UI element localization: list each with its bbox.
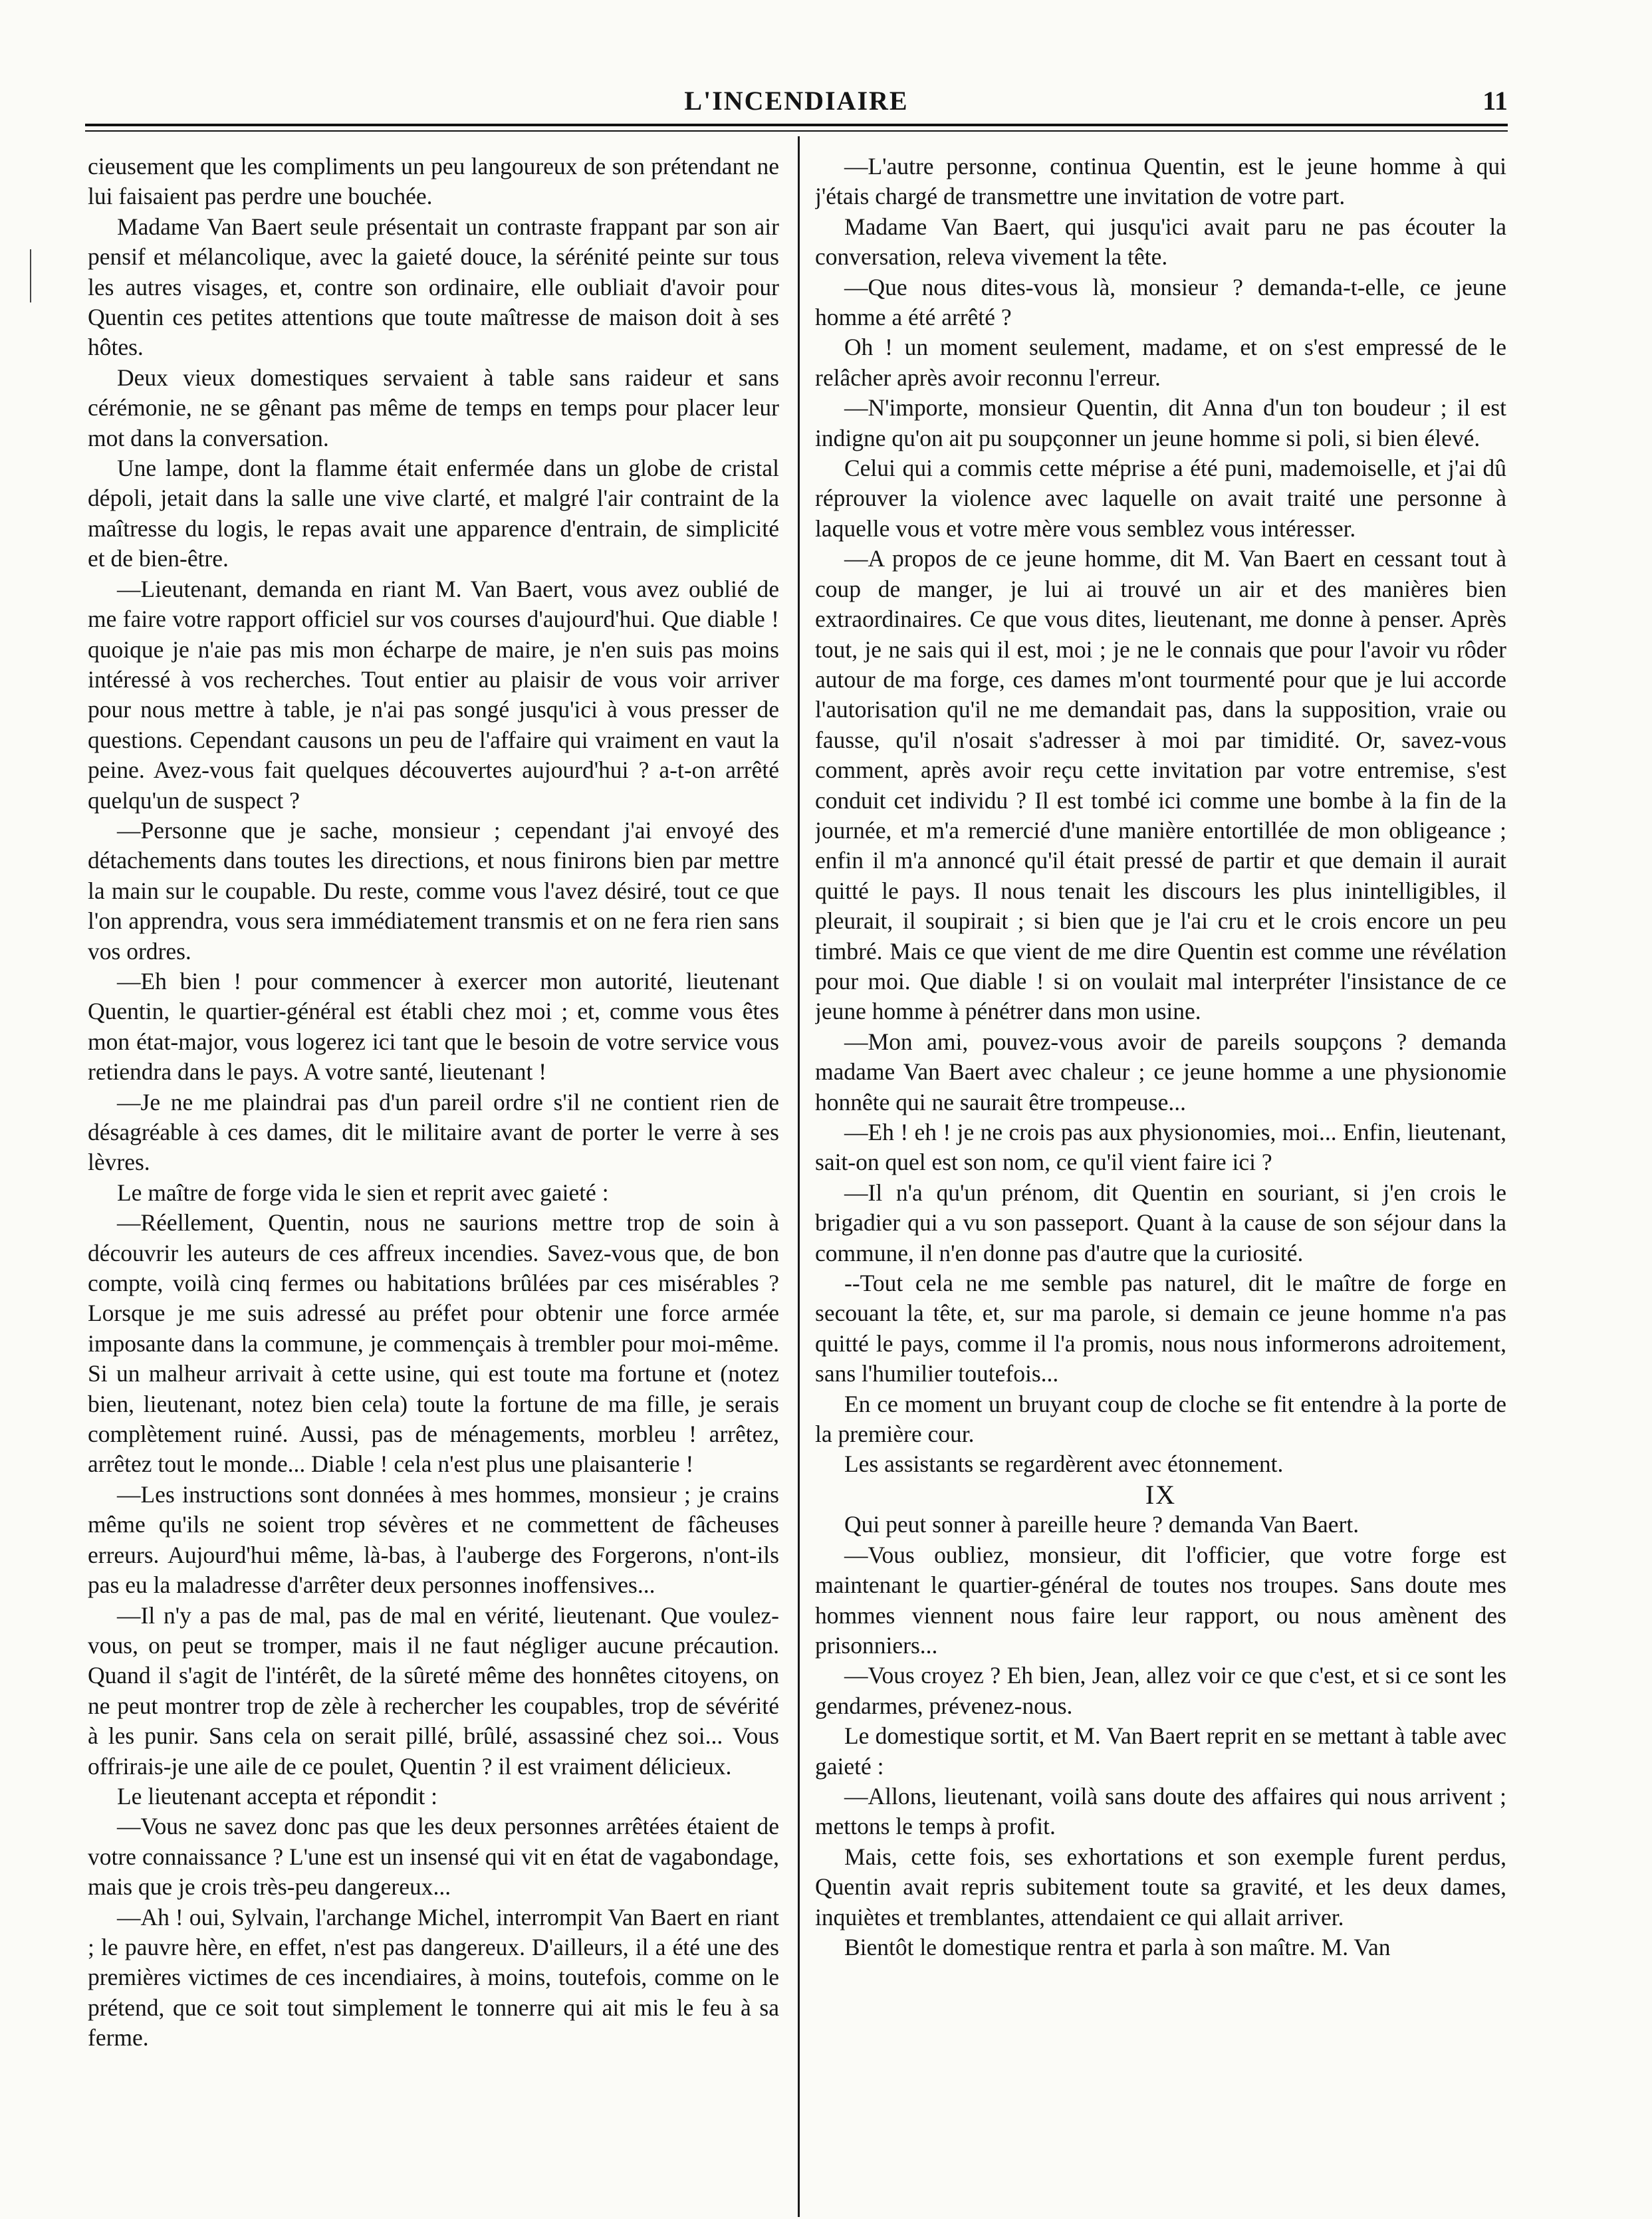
left-column xyxy=(88,152,779,2212)
paragraph: —Les instructions sont données à mes hommes, monsieur ; je crains même qu'ils ne soient trop sévères et ne commettent de fâcheuses erreurs. Aujourd'hui même, là-bas, à l'auberge des Forgerons, n'ont-ils pas eu la maladresse d'arrêter deux personnes inoffensives... xyxy=(88,1480,779,1599)
paragraph: —Allons, lieutenant, voilà sans doute des affaires qui nous arrivent ; mettons le temps à profit. xyxy=(815,1782,1506,1840)
paragraph: —A propos de ce jeune homme, dit M. Van Baert en cessant tout à coup de manger, je lui ai trouvé un air et des manières bien extraordinaires. Ce que vous dites, lieutenant, me donne à penser. Après tout, je ne sais qui il est, moi ; je ne le connais que pour l'avoir vu rôder autour de ma forge, ces dames m'ont tourmenté pour que je lui accorde l'autorisation qu'il ne me demandait pas, dans la supposition, vraie ou fausse, qu'il n'osait s'adresser à moi par timidité. Or, savez-vous comment, après avoir reçu cette invitation par votre entremise, s'est conduit cet individu ? Il est tombé ici comme une bombe à la fin de la journée, et m'a remercié d'une manière entortillée de mon obligeance ; enfin il m'a annoncé qu'il était pressé de partir et que demain il aurait quitté le pays. Il nous tenait les discours les plus inintelligibles, il pleurait, il soupirait ; si bien que je l'ai cru et le crois encore un peu timbré. Mais ce que vient de me dire Quentin est comme une révélation pour moi. Que diable ! si on voulait mal interpréter l'insistance de ce jeune homme à pénétrer dans mon usine. xyxy=(815,545,1506,1025)
paragraph: Bientôt le domestique rentra et parla à son maître. M. Van xyxy=(844,1933,1391,1960)
paragraph: Une lampe, dont la flamme était enfermée dans un globe de cristal dépoli, jetait dans la salle une vive clarté, et malgré l'air contraint de la maîtresse du logis, le repas avait une apparence d'entrain, de simplicité et de bien-être. xyxy=(88,455,779,572)
paragraph: Qui peut sonner à pareille heure ? demanda Van Baert. xyxy=(844,1511,1359,1538)
paragraph: —Que nous dites-vous là, monsieur ? demanda-t-elle, ce jeune homme a été arrêté ? xyxy=(815,273,1506,331)
column-divider xyxy=(798,136,800,2217)
paragraph: —L'autre personne, continua Quentin, est le jeune homme à qui j'étais chargé de transmettre une invitation de votre part. xyxy=(815,153,1506,210)
paragraph: —Ah ! oui, Sylvain, l'archange Michel, interrompit Van Baert en riant ; le pauvre hère, en effet, n'est pas dangereux. D'ailleurs, il a été une des premières victimes de ces incendiaires, à moins, toutefois, comme on le prétend, que ce soit tout simplement le tonnerre qui ait mis le feu à sa ferme. xyxy=(88,1903,779,2051)
paragraph: —Lieutenant, demanda en riant M. Van Baert, vous avez oublié de me faire votre rapport officiel sur vos courses d'aujourd'hui. Que diable ! quoique je n'aie pas mis mon écharpe de maire, je n'en suis pas moins intéressé à vos recherches. Tout entier au plaisir de vous voir arriver pour nous mettre à table, je n'ai pas songé jusqu'ici à vous presser de questions. Cependant causons un peu de l'affaire qui vraiment en vaut la peine. Avez-vous fait quelques découvertes aujourd'hui ? a-t-on arrêté quelqu'un de suspect ? xyxy=(88,575,779,814)
paragraph: —Vous ne savez donc pas que les deux personnes arrêtées étaient de votre connaissance ? L'une est un insensé qui vit en état de vagabondage, mais que je crois très-peu dangereux... xyxy=(88,1813,779,1901)
paragraph: Le maître de forge vida le sien et reprit avec gaieté : xyxy=(117,1179,609,1206)
paragraph: Le lieutenant accepta et répondit : xyxy=(117,1782,437,1810)
paragraph: —Eh ! eh ! je ne crois pas aux physionomies, moi... Enfin, lieutenant, sait-on quel est son nom, ce qu'il vient faire ici ? xyxy=(815,1119,1506,1176)
paragraph: —Il n'a qu'un prénom, dit Quentin en souriant, si j'en crois le brigadier qui a vu son passeport. Quant à la cause de son séjour dans la commune, il n'en donne pas d'autre que la curiosité. xyxy=(815,1179,1506,1266)
paragraph: En ce moment un bruyant coup de cloche se fit entendre à la porte de la première cour. xyxy=(815,1390,1506,1448)
paragraph: —Vous croyez ? Eh bien, Jean, allez voir ce que c'est, et si ce sont les gendarmes, prévenez-nous. xyxy=(815,1662,1506,1719)
page-number: 11 xyxy=(1482,86,1508,116)
paragraph: Deux vieux domestiques servaient à table sans raideur et sans cérémonie, ne se gênant pas même de temps en temps pour placer leur mot dans la conversation. xyxy=(88,364,779,451)
paragraph: Les assistants se regardèrent avec étonnement. xyxy=(844,1451,1284,1478)
paragraph: —N'importe, monsieur Quentin, dit Anna d'un ton boudeur ; il est indigne qu'on ait pu soupçonner un jeune homme si poli, si bien élevé. xyxy=(815,394,1506,451)
paragraph: —Je ne me plaindrai pas d'un pareil ordre s'il ne contient rien de désagréable à ces dames, dit le militaire avant de porter le verre à ses lèvres. xyxy=(88,1088,779,1176)
paragraph: —Personne que je sache, monsieur ; cependant j'ai envoyé des détachements dans toutes les directions, et nous finirons bien par mettre la main sur le coupable. Du reste, comme vous l'avez désiré, tout ce que l'on apprendra, vous sera immédiatement transmis et on ne fera rien sans vos ordres. xyxy=(88,816,779,965)
header-rule-thick xyxy=(85,124,1508,126)
right-column xyxy=(815,152,1506,2212)
paragraph: --Tout cela ne me semble pas naturel, dit le maître de forge en secouant la tête, et, sur ma parole, si demain ce jeune homme n'a pas quitté le pays, comme il l'a promis, nous nous informerons adroitement, sans l'humilier toutefois... xyxy=(815,1270,1506,1387)
paragraph: Oh ! un moment seulement, madame, et on s'est empressé de le relâcher après avoir reconnu l'erreur. xyxy=(815,334,1506,391)
paragraph: Le domestique sortit, et M. Van Baert reprit en se mettant à table avec gaieté : xyxy=(815,1722,1506,1780)
page-header xyxy=(85,80,1508,120)
header-rule-thin xyxy=(85,130,1508,132)
paragraph: Celui qui a commis cette méprise a été puni, mademoiselle, et j'ai dû réprouver la violence avec laquelle on avait traité une personne à laquelle vous et votre mère vous semblez vous intéresser. xyxy=(815,455,1506,542)
paragraph: —Eh bien ! pour commencer à exercer mon autorité, lieutenant Quentin, le quartier-général est établi chez moi ; et, comme vous êtes mon état-major, vous logerez ici tant que le besoin de votre service vous retiendra dans le pays. A votre santé, lieutenant ! xyxy=(88,967,779,1086)
paragraph: —Mon ami, pouvez-vous avoir de pareils soupçons ? demanda madame Van Baert avec chaleur ; ce jeune homme a une physionomie honnête qui ne saurait être trompeuse... xyxy=(815,1028,1506,1115)
paragraph: Mais, cette fois, ses exhortations et son exemple furent perdus, Quentin avait repris subitement toute sa gravité, et les deux dames, inquiètes et tremblantes, attendaient ce qui allait arriver. xyxy=(815,1843,1506,1930)
margin-mark xyxy=(30,249,31,302)
paragraph: —Vous oubliez, monsieur, dit l'officier, que votre forge est maintenant le quartier-général de toutes nos troupes. Sans doute mes hommes viennent nous faire leur rapport, ou nous amènent des prisonniers... xyxy=(815,1541,1506,1659)
paragraph: —Il n'y a pas de mal, pas de mal en vérité, lieutenant. Que voulez-vous, on peut se tromper, mais il ne faut négliger aucune précaution. Quand il s'agit de l'intérêt, de la sûreté même des honnêtes citoyens, on ne peut montrer trop de zèle à rechercher les coupables, trop de sévérité à les punir. Sans cela on serait pillé, brûlé, assassiné chez soi... Vous offrirais-je une aile de ce poulet, Quentin ? il est vraiment délicieux. xyxy=(88,1601,779,1780)
paragraph: cieusement que les compliments un peu langoureux de son prétendant ne lui faisaient pas perdre une bouchée. xyxy=(88,153,779,210)
running-title: L'INCENDIAIRE xyxy=(684,86,909,116)
chapter-heading: IX xyxy=(1145,1479,1177,1510)
paragraph: Madame Van Baert, qui jusqu'ici avait paru ne pas écouter la conversation, releva vivement la tête. xyxy=(815,213,1506,271)
paragraph: Madame Van Baert seule présentait un contraste frappant par son air pensif et mélancolique, avec la gaieté douce, la sérénité peinte sur tous les autres visages, et, contre son ordinaire, elle oubliait d'avoir pour Quentin ces petites attentions que toute maîtresse de maison doit à ses hôtes. xyxy=(88,213,779,361)
paragraph: —Réellement, Quentin, nous ne saurions mettre trop de soin à découvrir les auteurs de ces affreux incendies. Savez-vous que, de bon compte, voilà cinq fermes ou habitations brûlées par ces misérables ? Lorsque je me suis adressé au préfet pour obtenir une force armée imposante dans la commune, je commençais à trembler pour moi-même. Si un malheur arrivait à cette usine, qui est toute ma fortune et (notez bien, lieutenant, notez bien cela) toute la fortune de ma fille, je serais complètement ruiné. Aussi, pas de ménagements, morbleu ! arrêtez, arrêtez tout le monde... Diable ! cela n'est plus une plaisanterie ! xyxy=(88,1209,779,1478)
